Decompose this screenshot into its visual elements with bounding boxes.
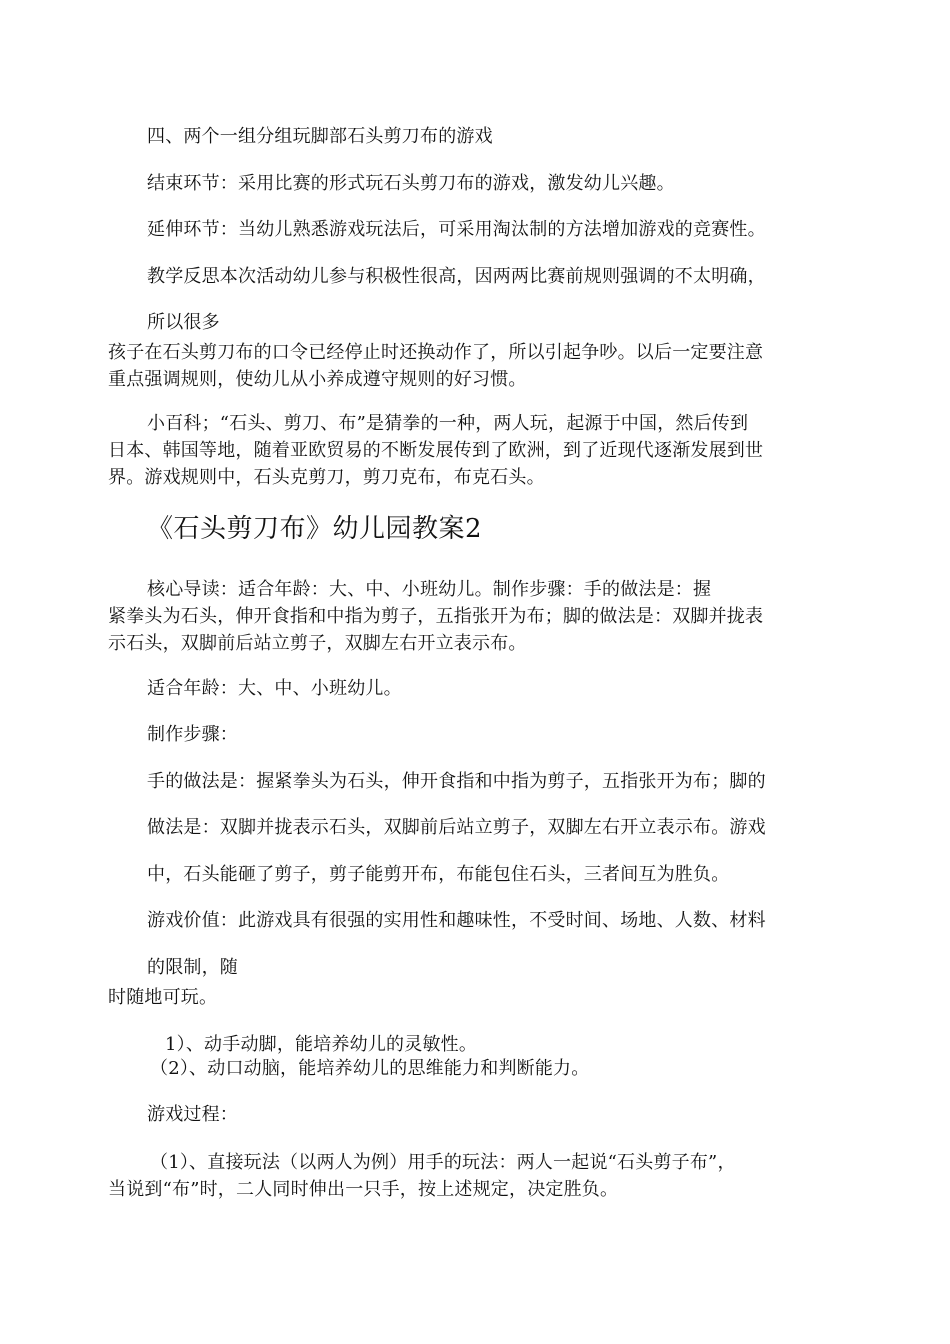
paragraph-line: 结束环节：采用比赛的形式玩石头剪刀布的游戏，激发幼儿兴趣。 — [147, 173, 675, 194]
paragraph-line: 游戏过程： — [147, 1104, 238, 1125]
paragraph-line: 紧拳头为石头，伸开食指和中指为剪子，五指张开为布；脚的做法是：双脚并拢表 — [108, 606, 764, 627]
paragraph-line: 时随地可玩。 — [108, 987, 218, 1008]
paragraph-line: 做法是：双脚并拢表示石头，双脚前后站立剪子，双脚左右开立表示布。游戏 — [147, 817, 766, 838]
paragraph-line: 延伸环节：当幼儿熟悉游戏玩法后，可采用淘汰制的方法增加游戏的竞赛性。 — [147, 219, 766, 240]
paragraph-line: 制作步骤： — [147, 724, 238, 745]
paragraph-line: 适合年龄：大、中、小班幼儿。 — [147, 678, 402, 699]
paragraph-line: 示石头，双脚前后站立剪子，双脚左右开立表示布。 — [108, 633, 527, 654]
paragraph-line: 当说到“布”时，二人同时伸出一只手，按上述规定，决定胜负。 — [108, 1179, 619, 1200]
paragraph-line: 界。游戏规则中，石头克剪刀，剪刀克布，布克石头。 — [108, 467, 545, 488]
section-title: 《石头剪刀布》幼儿园教案2 — [147, 514, 483, 544]
list-item: （2）、动口动脑，能培养幼儿的思维能力和判断能力。 — [150, 1058, 590, 1079]
paragraph-line: 四、两个一组分组玩脚部石头剪刀布的游戏 — [147, 126, 493, 147]
list-item: 1）、动手动脚，能培养幼儿的灵敏性。 — [165, 1034, 478, 1055]
paragraph-line: 小百科；“石头、剪刀、布”是猜拳的一种，两人玩，起源于中国，然后传到 — [147, 413, 749, 434]
paragraph-line: 孩子在石头剪刀布的口令已经停止时还换动作了，所以引起争吵。以后一定要注意 — [108, 342, 764, 363]
paragraph-line: 核心导读：适合年龄：大、中、小班幼儿。制作步骤：手的做法是：握 — [147, 579, 712, 600]
paragraph-line: 的限制，随 — [147, 957, 238, 978]
paragraph-line: 所以很多 — [147, 312, 220, 333]
paragraph-line: 中，石头能砸了剪子，剪子能剪开布，布能包住石头，三者间互为胜负。 — [147, 864, 730, 885]
paragraph-line: 手的做法是：握紧拳头为石头，伸开食指和中指为剪子，五指张开为布；脚的 — [147, 771, 766, 792]
paragraph-line: （1）、直接玩法（以两人为例）用手的玩法：两人一起说“石头剪子布”， — [150, 1152, 736, 1173]
paragraph-line: 游戏价值：此游戏具有很强的实用性和趣味性，不受时间、场地、人数、材料 — [147, 910, 766, 931]
paragraph-line: 日本、韩国等地，随着亚欧贸易的不断发展传到了欧洲，到了近现代逐渐发展到世 — [108, 440, 764, 461]
paragraph-line: 教学反思本次活动幼儿参与积极性很高，因两两比赛前规则强调的不太明确， — [147, 266, 766, 287]
paragraph-line: 重点强调规则，使幼儿从小养成遵守规则的好习惯。 — [108, 369, 527, 390]
